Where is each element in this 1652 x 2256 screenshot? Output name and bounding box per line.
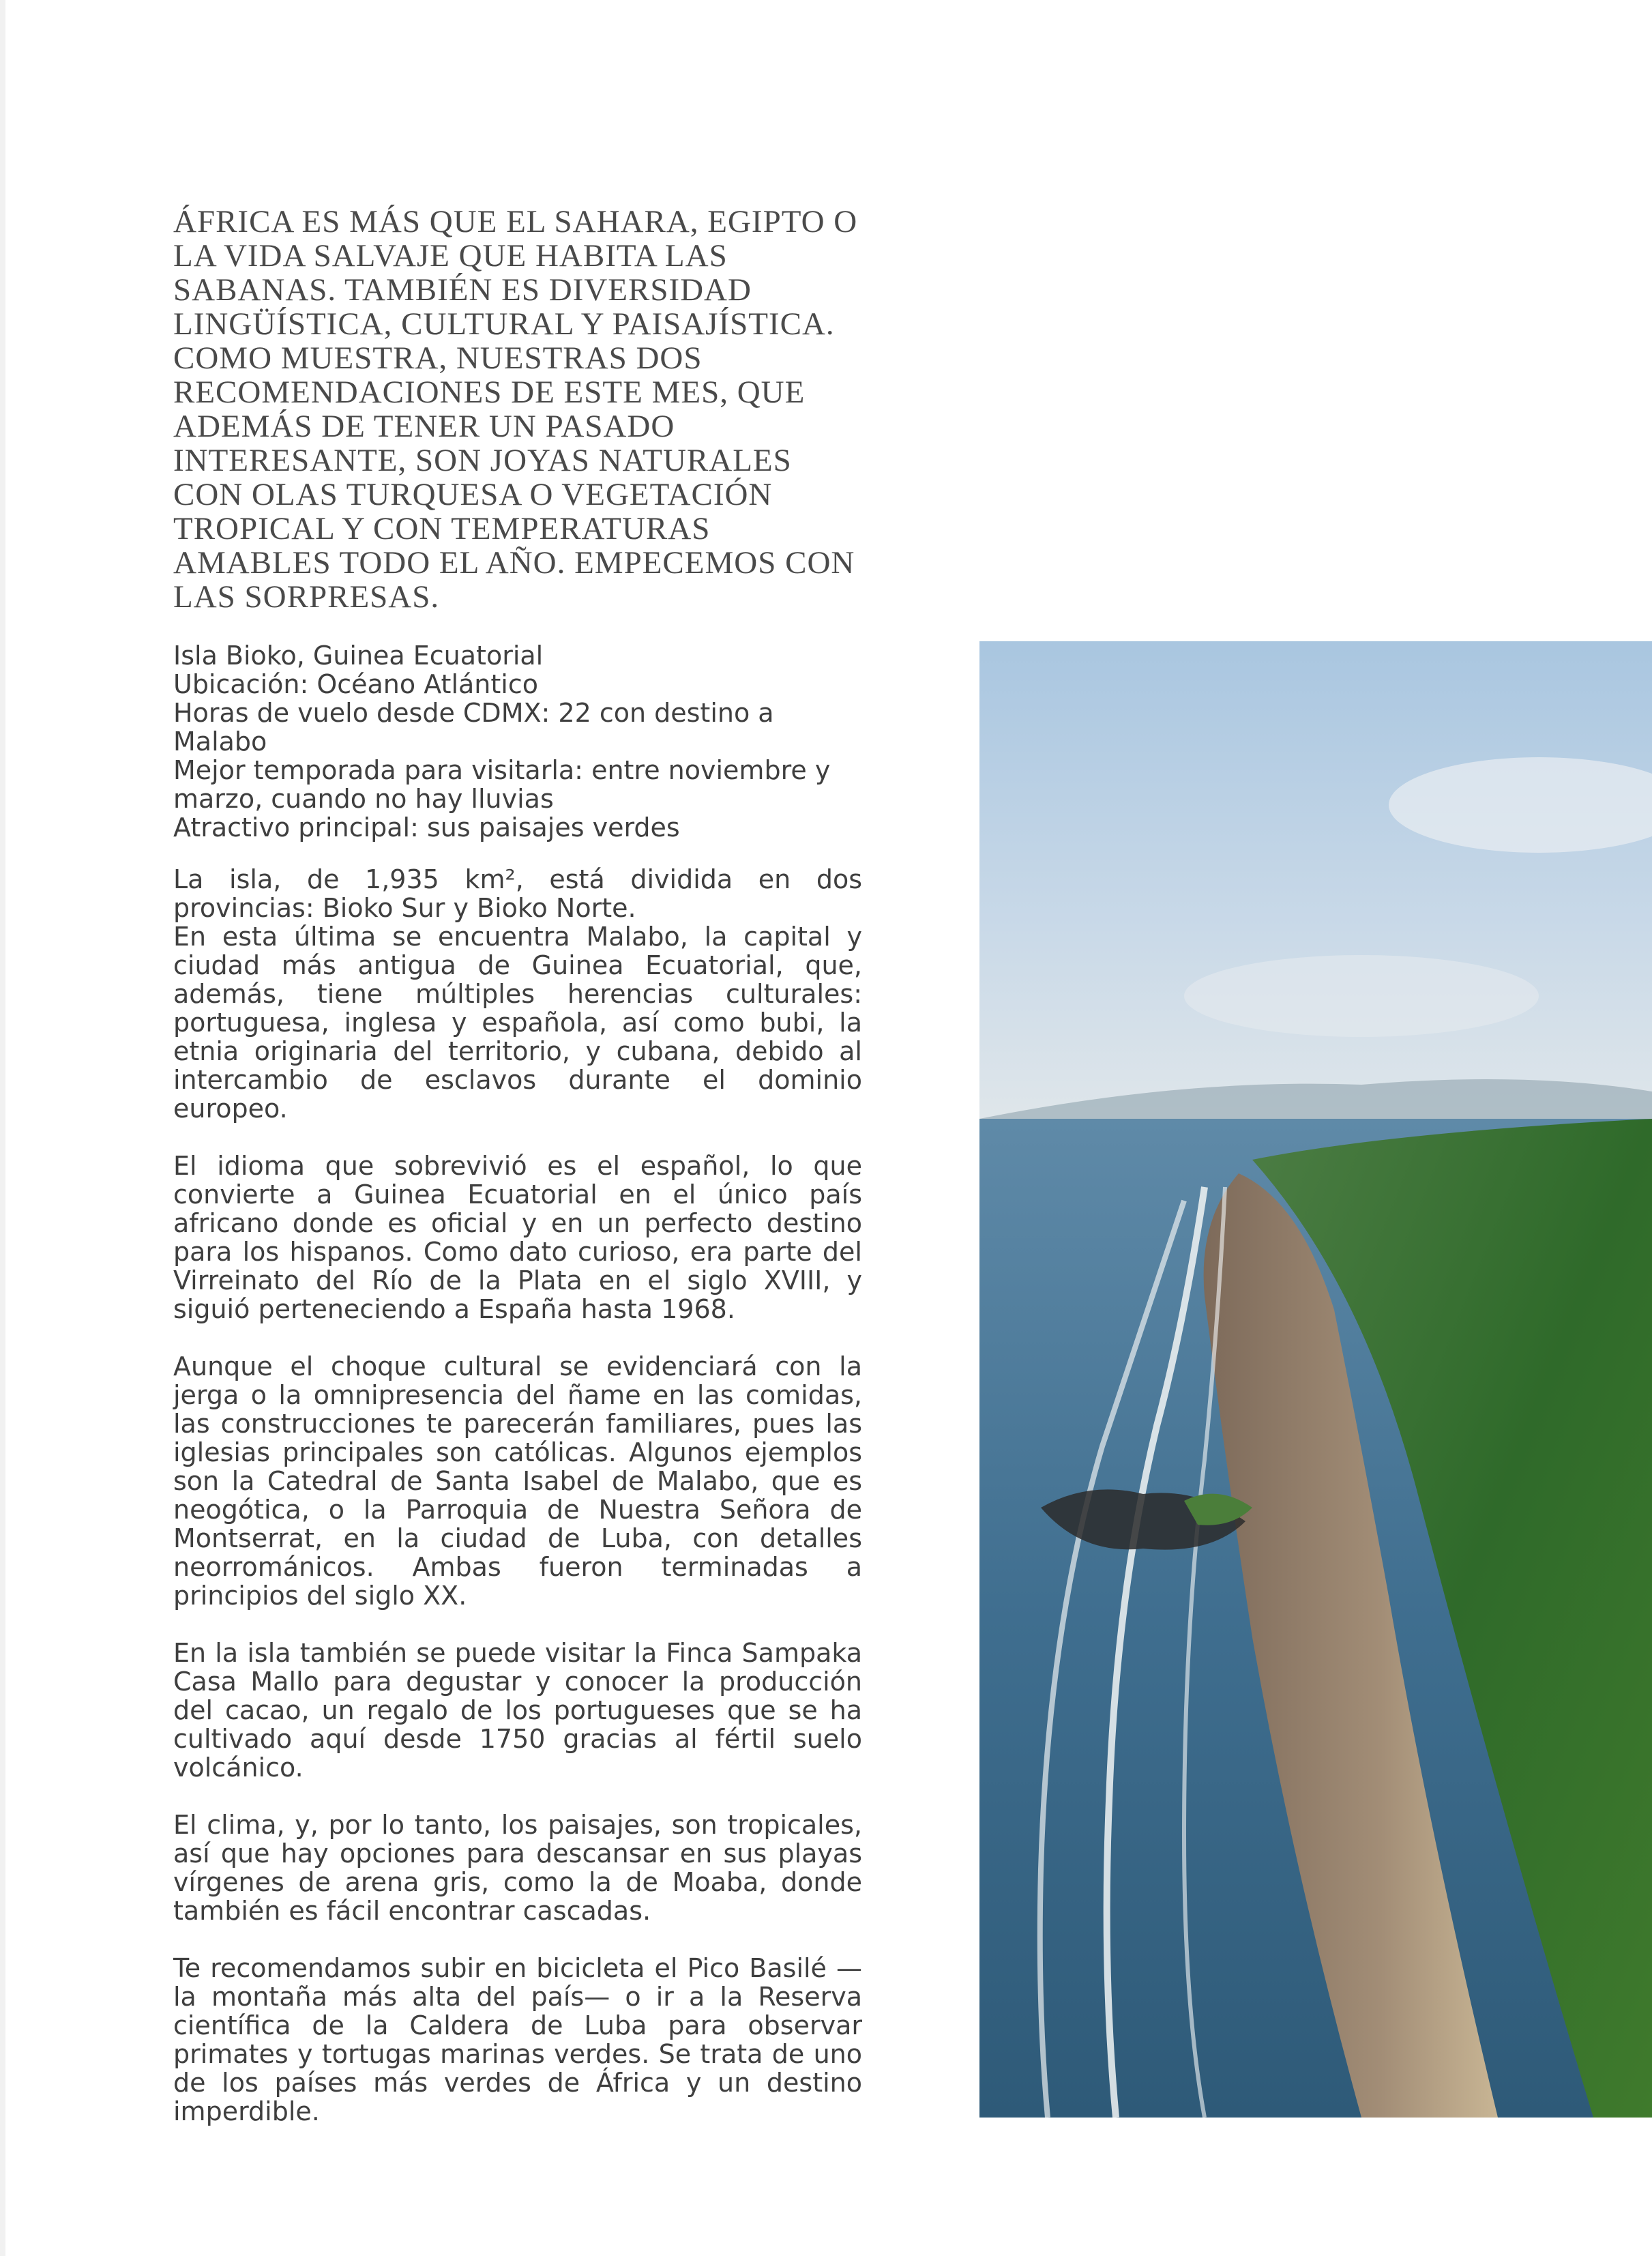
coastline-photo [979,641,1652,2118]
article-body [173,865,862,2154]
paragraph-recommendation: Te recomendamos subir en bicicleta el Pico Basilé —la montaña más alta del país— o ir a la Reserva científica de la Caldera de Luba para observar primates y tortugas marinas verdes. Se trata de uno de los países más verdes de África y un destino imperdible. [173,1953,862,2126]
sky [979,641,1652,1119]
destination-main-attraction: Atractivo principal: sus paisajes verdes [173,812,680,843]
cloud [1184,955,1539,1037]
destination-flight-hours: Horas de vuelo desde CDMX: 22 con destino a Malabo [173,698,774,757]
destination-info [173,641,862,842]
coastline-illustration [979,641,1652,2118]
page-edge [0,0,5,2256]
intro-heading: ÁFRICA ES MÁS QUE EL SAHARA, EGIPTO O LA VIDA SALVAJE QUE HABITA LAS SABANAS. TAMBIÉN ES DIVERSIDAD LINGÜÍSTICA, CULTURAL Y PAISAJÍSTICA. COMO MUESTRA, NUESTRAS DOS RECOMENDACIONES DE ESTE MES, QUE ADEMÁS DE TENER UN PASADO INTERESANTE, SON JOYAS NATURALES CON OLAS TURQUESA O VEGETACIÓN TROPICAL Y CON TEMPERATURAS AMABLES TODO EL AÑO. EMPECEMOS CON LAS SORPRESAS. [173,204,858,615]
destination-name: Isla Bioko, Guinea Ecuatorial [173,641,544,671]
paragraph-language: El idioma que sobrevivió es el español, lo que convierte a Guinea Ecuatorial en el único país africano donde es oficial y en un perfecto destino para los hispanos. Como dato curioso, era parte del Virreinato del Río de la Plata en el siglo XVIII, y siguió perteneciendo a España hasta 1968. [173,1151,862,1324]
destination-location: Ubicación: Océano Atlántico [173,669,538,699]
paragraph-climate: El clima, y, por lo tanto, los paisajes, son tropicales, así que hay opciones para descansar en sus playas vírgenes de arena gris, como la de Moaba, donde también es fácil encontrar cascadas. [173,1810,862,1926]
paragraph-area: La isla, de 1,935 km², está dividida en dos provincias: Bioko Sur y Bioko Norte. [173,864,862,923]
paragraph-culture: Aunque el choque cultural se evidenciará con la jerga o la omnipresencia del ñame en las comidas, las construcciones te parecerán familiares, pues las iglesias principales son católicas. Algunos ejemplos son la Catedral de Santa Isabel de Malabo, que es neogótica, o la Parroquia de Nuestra Señora de Montserrat, en la ciudad de Luba, con detalles neorrománicos. Ambas fueron terminadas a principios del siglo XX. [173,1351,862,1611]
paragraph-cacao: En la isla también se puede visitar la Finca Sampaka Casa Mallo para degustar y conocer la producción del cacao, un regalo de los portugueses que se ha cultivado aquí desde 1750 gracias al fértil suelo volcánico. [173,1638,862,1783]
paragraph-malabo: En esta última se encuentra Malabo, la capital y ciudad más antigua de Guinea Ecuatorial, que, además, tiene múltiples herencias culturales: portuguesa, inglesa y española, así como bubi, la etnia originaria del territorio, y cubana, debido al intercambio de esclavos durante el dominio europeo. [173,922,862,1124]
destination-best-season: Mejor temporada para visitarla: entre noviembre y marzo, cuando no hay lluvias [173,755,831,814]
